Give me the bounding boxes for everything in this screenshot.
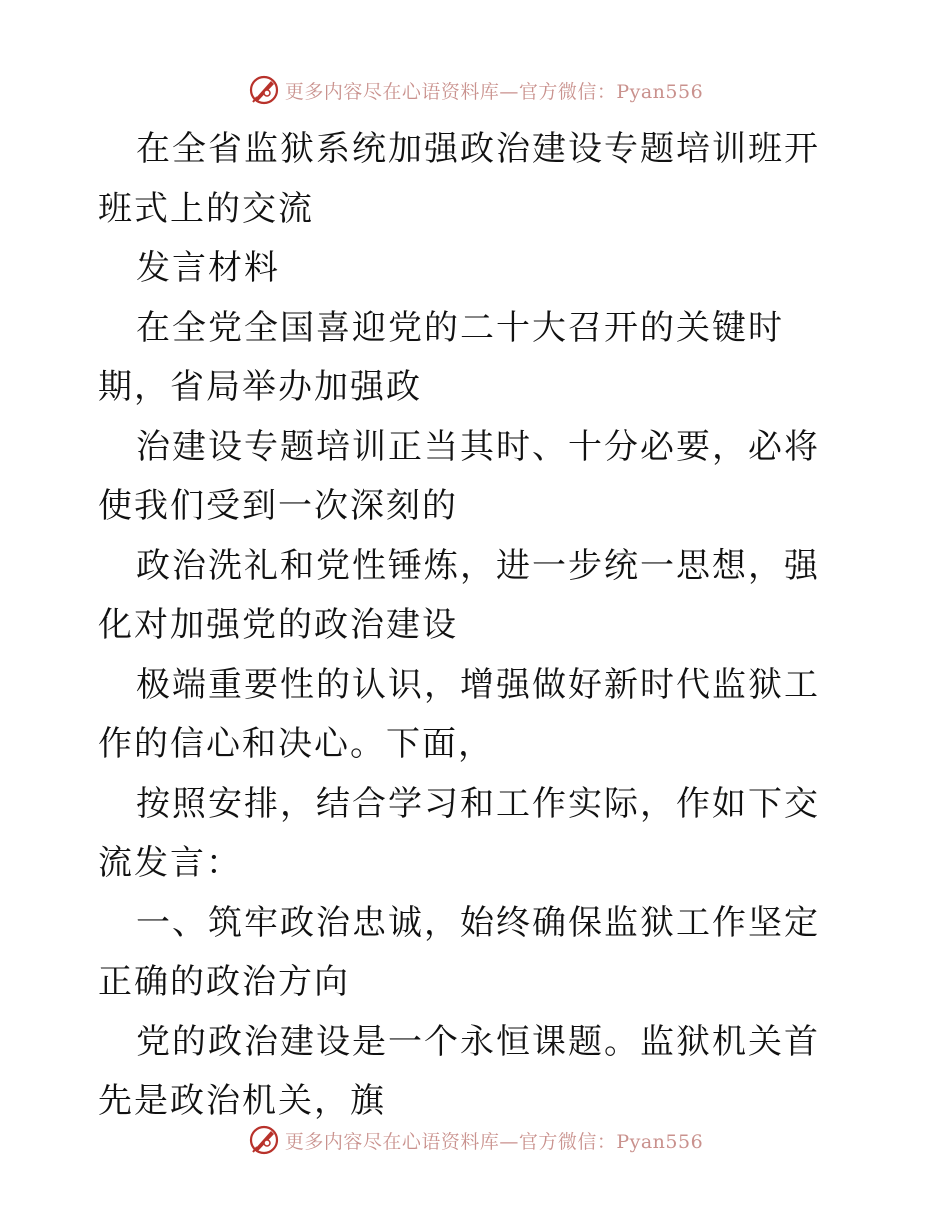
- doc-paragraph-9: 党的政治建设是一个永恒课题。监狱机关首先是政治机关，旗: [98, 1021, 820, 1121]
- red-quill-logo-icon: [247, 73, 281, 107]
- doc-paragraph-5: 政治洗礼和党性锤炼，进一步统一思想，强化对加强党的政治建设: [98, 545, 820, 645]
- document-body: [98, 120, 850, 1132]
- doc-paragraph-3: 在全党全国喜迎党的二十大召开的关键时期，省局举办加强政: [98, 307, 784, 407]
- doc-paragraph-4: 治建设专题培训正当其时、十分必要，必将使我们受到一次深刻的: [98, 426, 820, 526]
- doc-paragraph-2: 发言材料: [136, 248, 280, 288]
- doc-paragraph-1: 在全省监狱系统加强政治建设专题培训班开班式上的交流: [98, 129, 820, 229]
- red-quill-logo-icon: [247, 1123, 281, 1157]
- footer-banner: [0, 1120, 950, 1160]
- header-banner-text: 更多内容尽在心语资料库—官方微信：Pyan556: [284, 80, 704, 103]
- header-banner: [0, 70, 950, 110]
- doc-paragraph-8: 一、筑牢政治忠诚，始终确保监狱工作坚定正确的政治方向: [98, 902, 820, 1002]
- doc-paragraph-7: 按照安排，结合学习和工作实际，作如下交流发言：: [98, 783, 820, 883]
- doc-paragraph-6: 极端重要性的认识，增强做好新时代监狱工作的信心和决心。下面，: [98, 664, 820, 764]
- footer-banner-text: 更多内容尽在心语资料库—官方微信：Pyan556: [284, 1130, 704, 1153]
